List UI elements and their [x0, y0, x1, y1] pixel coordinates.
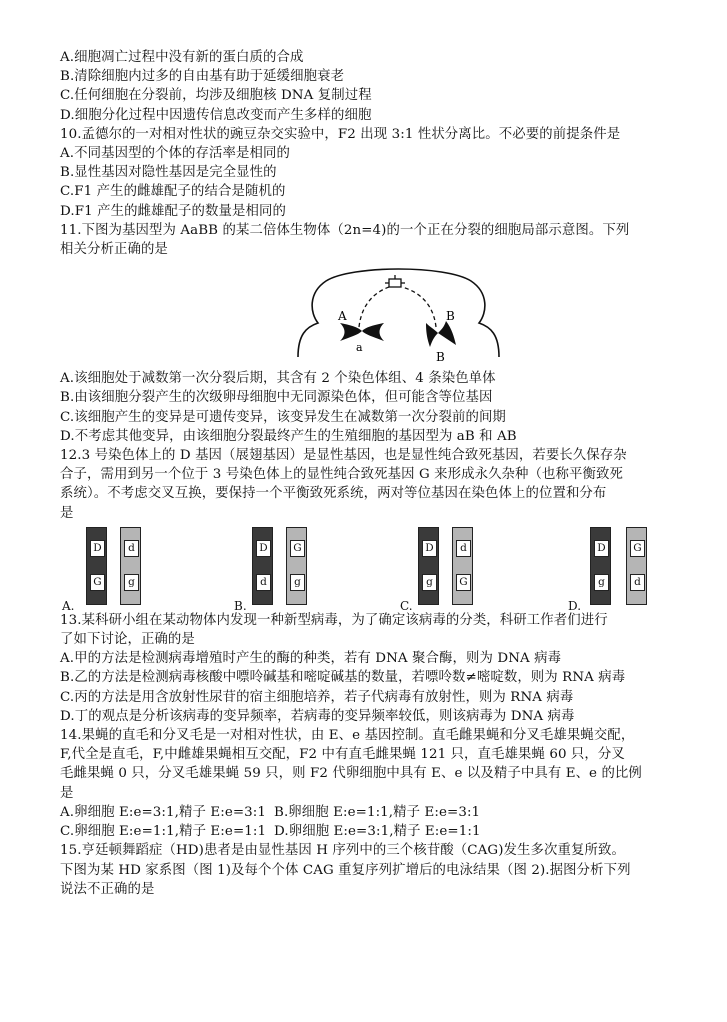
- question-11: [60, 221, 700, 446]
- gene-box: G: [290, 540, 305, 557]
- chromosome-dark: [418, 527, 439, 605]
- q14-option-d: D.卵细胞 E:e=3:1,精子 E:e=1:1: [274, 824, 481, 840]
- gene-box: D: [422, 540, 437, 557]
- q11-stem-line2: 相关分析正确的是: [60, 242, 168, 258]
- gene-label-B-lower: B: [436, 350, 445, 365]
- q10-option-c: C.F1 产生的雌雄配子的结合是随机的: [60, 184, 286, 200]
- q10-option-a: A.不同基因型的个体的存活率是相同的: [60, 146, 290, 162]
- q11-option-b: B.由该细胞分裂产生的次级卵母细胞中无同源染色体，但可能含等位基因: [60, 390, 493, 406]
- q12-chromosome-choices: [60, 527, 700, 613]
- q11-stem-line1: 11.下图为基因型为 AaBB 的某二倍体生物体（2n=4)的一个正在分裂的细胞局部示意图。下列: [60, 222, 630, 238]
- choice-label: C.: [400, 598, 413, 613]
- q14-stem-line2: F,代全是直毛，F,中雌雄果蝇相互交配，F2 中有直毛雌果蝇 121 只，直毛雄果蝇 60 只，分叉: [60, 747, 625, 763]
- q15-stem-line3: 说法不正确的是: [60, 881, 155, 897]
- spindle-fiber: [402, 287, 436, 327]
- q14-stem-line1: 14.果蝇的直毛和分叉毛是一对相对性状，由 E、e 基因控制。直毛雌果蝇和分叉毛雄果蝇交配，: [60, 728, 635, 744]
- gene-box: g: [594, 574, 609, 591]
- cell-membrane: [298, 269, 499, 357]
- q9-option-a: A.细胞凋亡过程中没有新的蛋白质的合成: [60, 50, 304, 65]
- q13-stem-line1: 13.某科研小组在某动物体内发现一种新型病毒，为了确定该病毒的分类，科研工作者们进行: [60, 612, 608, 628]
- q12-stem-line4: 是: [60, 505, 74, 521]
- gene-box: g: [422, 574, 437, 591]
- q13-option-d: D.丁的观点是分析该病毒的变异频率，若病毒的变异频率较低，则该病毒为 DNA 病毒: [60, 708, 575, 724]
- chromosome-light: [626, 527, 647, 605]
- q14-option-b: B.卵细胞 E:e=1:1,精子 E:e=3:1: [274, 804, 481, 820]
- q14-option-c: C.卵细胞 E:e=1:1,精子 E:e=1:1: [60, 824, 267, 840]
- choice-label: D.: [568, 598, 582, 613]
- exam-page: [60, 48, 700, 899]
- q11-option-d: D.不考虑其他变异，由该细胞分裂最终产生的生殖细胞的基因型为 aB 和 AB: [60, 428, 517, 444]
- cell-division-figure: [296, 265, 501, 365]
- q12-stem-line2: 合子，需用到另一个位于 3 号染色体上的显性纯合致死基因 G 来形成永久杂种（也称平衡致死: [60, 467, 623, 483]
- chromosome-light: [120, 527, 141, 605]
- chromosome-right: [426, 321, 456, 347]
- q14-stem-line4: 是: [60, 785, 74, 801]
- q13-option-c: C.丙的方法是用含放射性尿苷的宿主细胞培养，若子代病毒有放射性，则为 RNA 病毒: [60, 689, 574, 705]
- q14-stem-line3: 毛雌果蝇 0 只，分叉毛雄果蝇 59 只，则 F2 代卵细胞中具有 E、e 以及精子中具有 E、e 的比例: [60, 766, 642, 782]
- q12-choice-a: [62, 527, 152, 613]
- q14-options-row2: [60, 822, 700, 841]
- q13-stem-line2: 了如下讨论，正确的是: [60, 632, 195, 648]
- gene-box: d: [456, 540, 471, 557]
- q12-stem-line3: 系统）。不考虑交叉互换，要保持一个平衡致死系统，两对等位基因在染色体上的位置和分布: [60, 486, 607, 502]
- q15-stem-line2: 下图为某 HD 家系图（图 1)及每个个体 CAG 重复序列扩增后的电泳结果（图 2).据图分析下列: [60, 862, 631, 878]
- spindle-fiber: [359, 287, 389, 327]
- question-13: [60, 611, 700, 726]
- q14-option-a: A.卵细胞 E:e=3:1,精子 E:e=3:1: [60, 804, 267, 820]
- centrosome: [385, 275, 405, 287]
- q9-option-d: D.细胞分化过程中因遗传信息改变而产生多样的细胞: [60, 107, 372, 123]
- q10-option-d: D.F1 产生的雌雄配子的数量是相同的: [60, 203, 286, 219]
- question-15: [60, 841, 700, 899]
- question-14: [60, 726, 700, 841]
- q15-stem-line1: 15.亨廷顿舞蹈症（HD)患者是由显性基因 H 序列中的三个核苷酸（CAG)发生多次重复所致。: [60, 843, 625, 859]
- gene-label-a: a: [356, 341, 363, 355]
- gene-box: g: [124, 574, 139, 591]
- q11-option-c: C.该细胞产生的变异是可遗传变异，该变异发生在减数第一次分裂前的间期: [60, 409, 506, 425]
- q12-stem-line1: 12.3 号染色体上的 D 基因（展翅基因）是显性基因，也是显性纯合致死基因，若要长久保存杂: [60, 448, 627, 464]
- q10-option-b: B.显性基因对隐性基因是完全显性的: [60, 165, 277, 181]
- question-12: [60, 446, 700, 613]
- gene-box: D: [90, 540, 105, 557]
- gene-label-A: A: [338, 309, 347, 324]
- q14-options-row1: [60, 803, 700, 822]
- question-9-options: [60, 48, 700, 125]
- q12-choice-b: [234, 527, 324, 613]
- q10-stem: 10.孟德尔的一对相对性状的豌豆杂交实验中，F2 出现 3:1 性状分离比。不必要的前提条件是: [60, 126, 621, 142]
- chromosome-dark: [590, 527, 611, 605]
- gene-box: g: [290, 574, 305, 591]
- q12-choice-d: [568, 527, 658, 613]
- gene-label-B-upper: B: [446, 309, 455, 324]
- gene-box: d: [256, 574, 271, 591]
- q9-option-c: C.任何细胞在分裂前，均涉及细胞核 DNA 复制过程: [60, 88, 372, 104]
- q11-option-a: A.该细胞处于减数第一次分裂后期，其含有 2 个染色体组、4 条染色单体: [60, 371, 496, 387]
- chromosome-dark: [252, 527, 273, 605]
- gene-box: D: [594, 540, 609, 557]
- gene-box: G: [90, 574, 105, 591]
- gene-box: d: [124, 540, 139, 557]
- q9-option-b: B.清除细胞内过多的自由基有助于延缓细胞衰老: [60, 69, 345, 85]
- gene-box: D: [256, 540, 271, 557]
- gene-box: G: [630, 540, 645, 557]
- q13-option-a: A.甲的方法是检测病毒增殖时产生的酶的种类，若有 DNA 聚合酶，则为 DNA 病毒: [60, 651, 562, 667]
- chromosome-dark: [86, 527, 107, 605]
- choice-label: A.: [62, 598, 75, 613]
- q12-choice-c: [400, 527, 490, 613]
- choice-label: B.: [234, 598, 247, 613]
- chromosome-light: [452, 527, 473, 605]
- chromosome-light: [286, 527, 307, 605]
- chromosome-left: [340, 323, 384, 341]
- gene-box: d: [630, 574, 645, 591]
- gene-box: G: [456, 574, 471, 591]
- question-10: [60, 125, 700, 221]
- q13-option-b: B.乙的方法是检测病毒核酸中嘌呤碱基和嘧啶碱基的数量，若嘌呤数≠嘧啶数，则为 RNA 病毒: [60, 670, 626, 686]
